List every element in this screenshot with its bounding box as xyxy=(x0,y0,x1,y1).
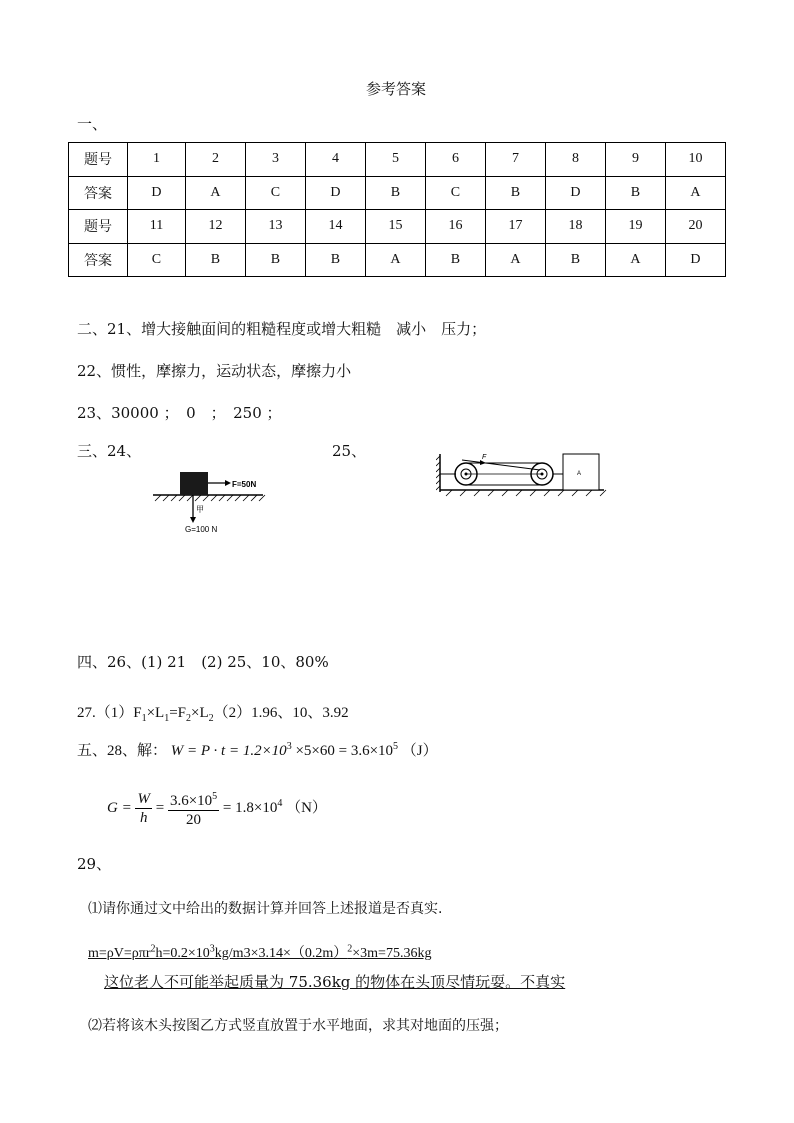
answer-table xyxy=(68,142,726,277)
table-row xyxy=(69,243,726,277)
table-cell: D xyxy=(545,176,605,210)
page-title: 参考答案 xyxy=(366,80,427,98)
table-cell: D xyxy=(665,243,725,277)
table-cell: A xyxy=(605,243,665,277)
table-cell: B xyxy=(245,243,305,277)
section-one-label: 一、 xyxy=(77,115,108,133)
row-header: 答案 xyxy=(69,243,128,277)
answer-27: $27.(1)F_1\times L_1=F_2\times L_2(2)1.96$、10、3.92 xyxy=(77,705,349,724)
weight-label: G=100 N xyxy=(185,525,218,534)
force-f-label: F=50N xyxy=(232,480,257,489)
table-cell: 8 xyxy=(545,143,605,177)
table-cell: 20 xyxy=(665,210,725,244)
ground-hatching xyxy=(155,495,265,501)
row-header: 题号 xyxy=(69,143,128,177)
body-label: 甲 xyxy=(196,505,204,514)
table-cell: B xyxy=(545,243,605,277)
table-cell: 17 xyxy=(485,210,545,244)
table-cell: 5 xyxy=(365,143,425,177)
block-jia xyxy=(180,472,208,495)
table-cell: 6 xyxy=(425,143,485,177)
answer-25-label: 25、 xyxy=(332,442,367,460)
answer-29-conclusion: 这位老人不可能举起质量为 75.36kg 的物体在头顶尽情玩耍。不真实 xyxy=(104,973,566,991)
table-cell: 14 xyxy=(305,210,365,244)
answer-24-label: 三、24、 xyxy=(77,442,142,460)
answer-29-part1-question: ⑴请你通过文中给出的数据计算并回答上述报道是否真实. xyxy=(88,901,443,917)
table-cell: 16 xyxy=(425,210,485,244)
answer-28-gravity: G = $\frac{W}{h}$ = $\frac{3.6\times 10^5}{20}$ = $1.8\times 10^4$ （N） xyxy=(107,788,327,829)
force-f-label: F xyxy=(482,454,487,461)
table-cell: 18 xyxy=(545,210,605,244)
answer-29-part2-question: ⑵若将该木头按图乙方式竖直放置于水平地面，求其对地面的压强； xyxy=(88,1018,508,1034)
table-cell: 15 xyxy=(365,210,425,244)
table-cell: B xyxy=(425,243,485,277)
table-cell: B xyxy=(305,243,365,277)
table-row xyxy=(69,176,726,210)
answer-28-work: 五、28、解： $W = P \cdot t = 1.2\times 10^3 \times 5\times 60 = 3.6\times 10^5$ （J） xyxy=(77,741,438,759)
table-cell: 10 xyxy=(665,143,725,177)
table-cell: A xyxy=(185,176,245,210)
row-header: 题号 xyxy=(69,210,128,244)
table-cell: A xyxy=(365,243,425,277)
table-cell: B xyxy=(185,243,245,277)
table-cell: A xyxy=(665,176,725,210)
table-row xyxy=(69,143,726,177)
table-cell: B xyxy=(365,176,425,210)
table-cell: C xyxy=(245,176,305,210)
table-cell: 13 xyxy=(245,210,305,244)
table-row xyxy=(69,210,726,244)
answer-22: 22、惯性，摩擦力，运动状态，摩擦力小 xyxy=(77,362,352,380)
block-a-label: A xyxy=(577,471,582,477)
answer-26: 四、26、(1) 21 (2) 25、10、80% xyxy=(77,653,329,671)
table-cell: 2 xyxy=(185,143,245,177)
answer-28-label: 五、28、解： xyxy=(77,743,168,759)
table-cell: 12 xyxy=(185,210,245,244)
floor-hatching xyxy=(446,490,606,496)
table-cell: A xyxy=(485,243,545,277)
table-cell: C xyxy=(128,243,186,277)
table-cell: B xyxy=(485,176,545,210)
table-cell: D xyxy=(128,176,186,210)
table-cell: 19 xyxy=(605,210,665,244)
table-cell: 9 xyxy=(605,143,665,177)
table-cell: 11 xyxy=(128,210,186,244)
answer-29-label: 29、 xyxy=(77,855,112,873)
table-cell: B xyxy=(605,176,665,210)
answer-29-calculation: $m=\rho V=\rho\pi r^2h=0.2\times 10^3kg/m3\times 3.14\times(0.2m)^2\times 3m=75.36kg$ xyxy=(88,943,432,961)
table-cell: C xyxy=(425,176,485,210)
table-cell: 1 xyxy=(128,143,186,177)
force-f-rope xyxy=(462,460,540,470)
table-cell: 4 xyxy=(305,143,365,177)
table-cell: 3 xyxy=(245,143,305,177)
figure-24-force-diagram xyxy=(145,462,275,534)
table-cell: D xyxy=(305,176,365,210)
table-cell: 7 xyxy=(485,143,545,177)
answer-21: 二、21、增大接触面间的粗糙程度或增大粗糙 减小 压力； xyxy=(77,320,487,338)
row-header: 答案 xyxy=(69,176,128,210)
answer-23: 23、30000 ； 0 ； 250 ； xyxy=(77,404,282,422)
figure-25-pulley-diagram xyxy=(436,450,616,498)
